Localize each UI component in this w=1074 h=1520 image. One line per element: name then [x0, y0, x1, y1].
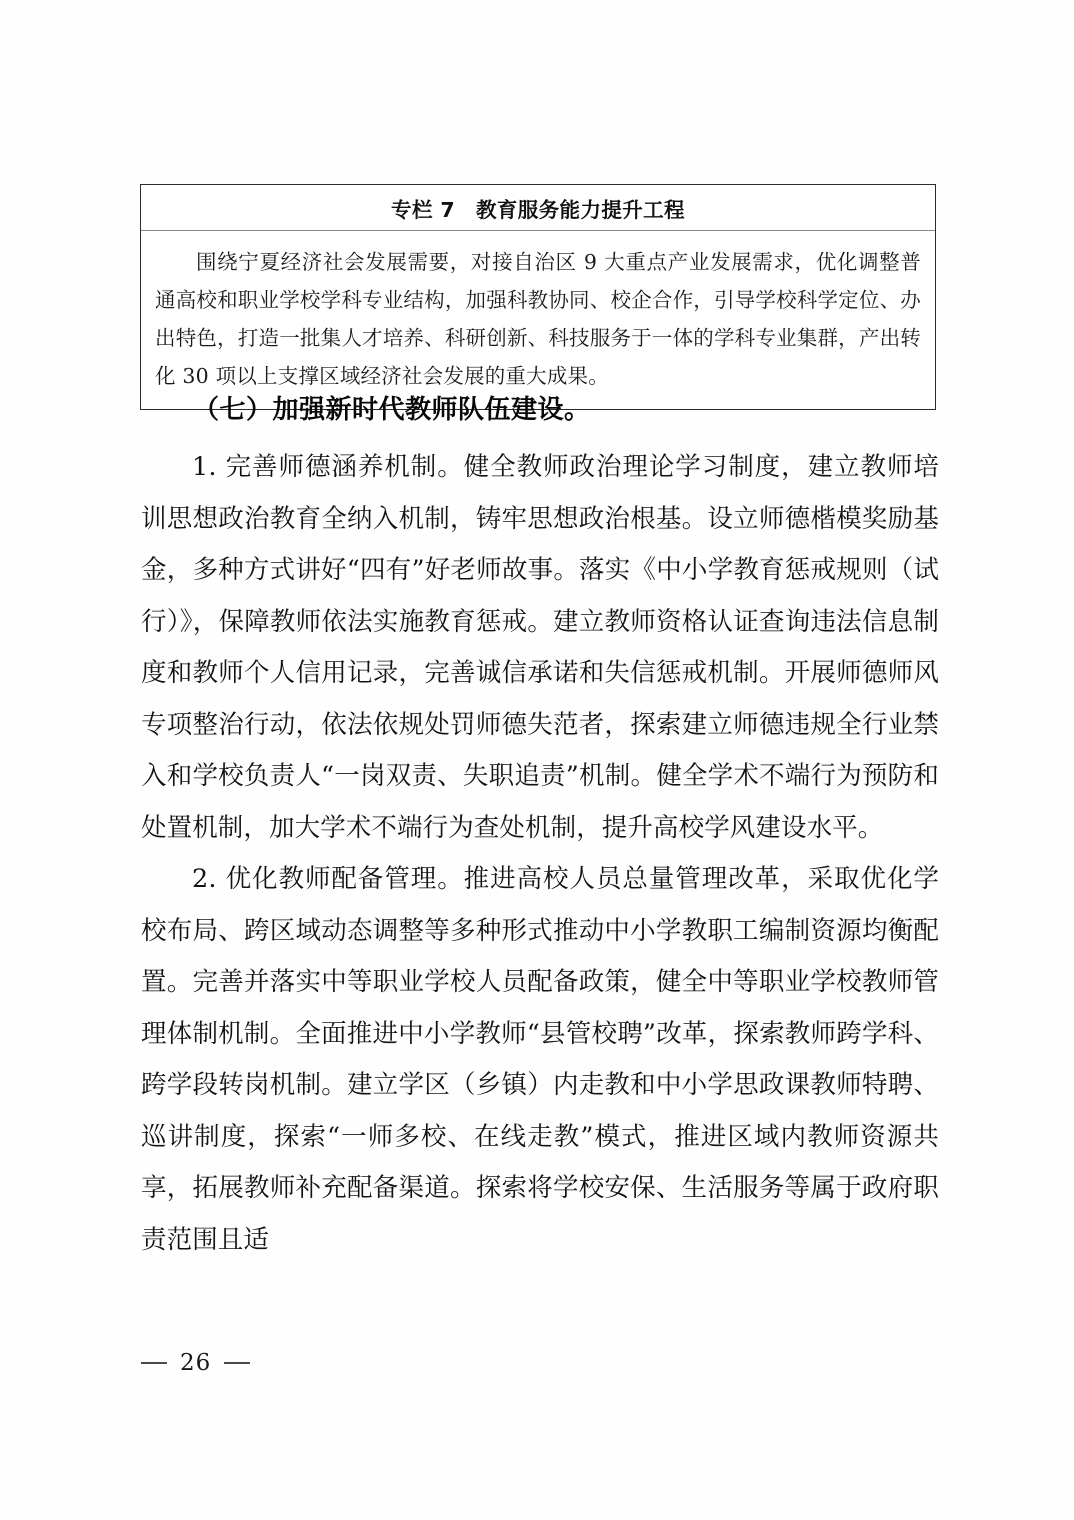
paragraph-1: 1. 完善师德涵养机制。健全教师政治理论学习制度，建立教师培训思想政治教育全纳入机制，铸牢思想政治根基。设立师德楷模奖励基金，多种方式讲好“四有”好老师故事。落实《中小学教育惩戒规则（试行）》，保障教师依法实施教育惩戒。建立教师资格认证查询违法信息制度和教师个人信用记录，完善诚信承诺和失信惩戒机制。开展师德师风专项整治行动，依法依规处罚师德失范者，探索建立师德违规全行业禁入和学校负责人“一岗双责、失职追责”机制。健全学术不端行为预防和处置机制，加大学术不端行为查处机制，提升高校学风建设水平。 [141, 452, 939, 843]
callout-title: 专栏 7 教育服务能力提升工程 [391, 197, 685, 222]
footer-dash-left-icon [141, 1362, 167, 1364]
body-text-container [141, 385, 939, 1266]
callout-box-column-7 [140, 184, 936, 410]
callout-body-paragraph: 围绕宁夏经济社会发展需要，对接自治区 9 大重点产业发展需求，优化调整普通高校和职业学校学科专业结构，加强科教协同、校企合作，引导学校科学定位、办出特色，打造一批集人才培养、科研创新、科技服务于一体的学科专业集群，产出转化 30 项以上支撑区域经济社会发展的重大成果。 [155, 250, 921, 388]
footer-dash-right-icon [224, 1362, 250, 1364]
callout-header [141, 185, 935, 231]
page-footer [141, 1350, 939, 1376]
section-heading: （七）加强新时代教师队伍建设。 [193, 395, 591, 425]
page-number: 26 [180, 1350, 212, 1376]
paragraph-2: 2. 优化教师配备管理。推进高校人员总量管理改革，采取优化学校布局、跨区域动态调整等多种形式推动中小学教职工编制资源均衡配置。完善并落实中等职业学校人员配备政策，健全中等职业学校教师管理体制机制。全面推进中小学教师“县管校聘”改革，探索教师跨学科、跨学段转岗机制。建立学区（乡镇）内走教和中小学思政课教师特聘、巡讲制度，探索“一师多校、在线走教”模式，推进区域内教师资源共享，拓展教师补充配备渠道。探索将学校安保、生活服务等属于政府职责范围且适 [141, 864, 939, 1255]
callout-body [141, 231, 935, 409]
